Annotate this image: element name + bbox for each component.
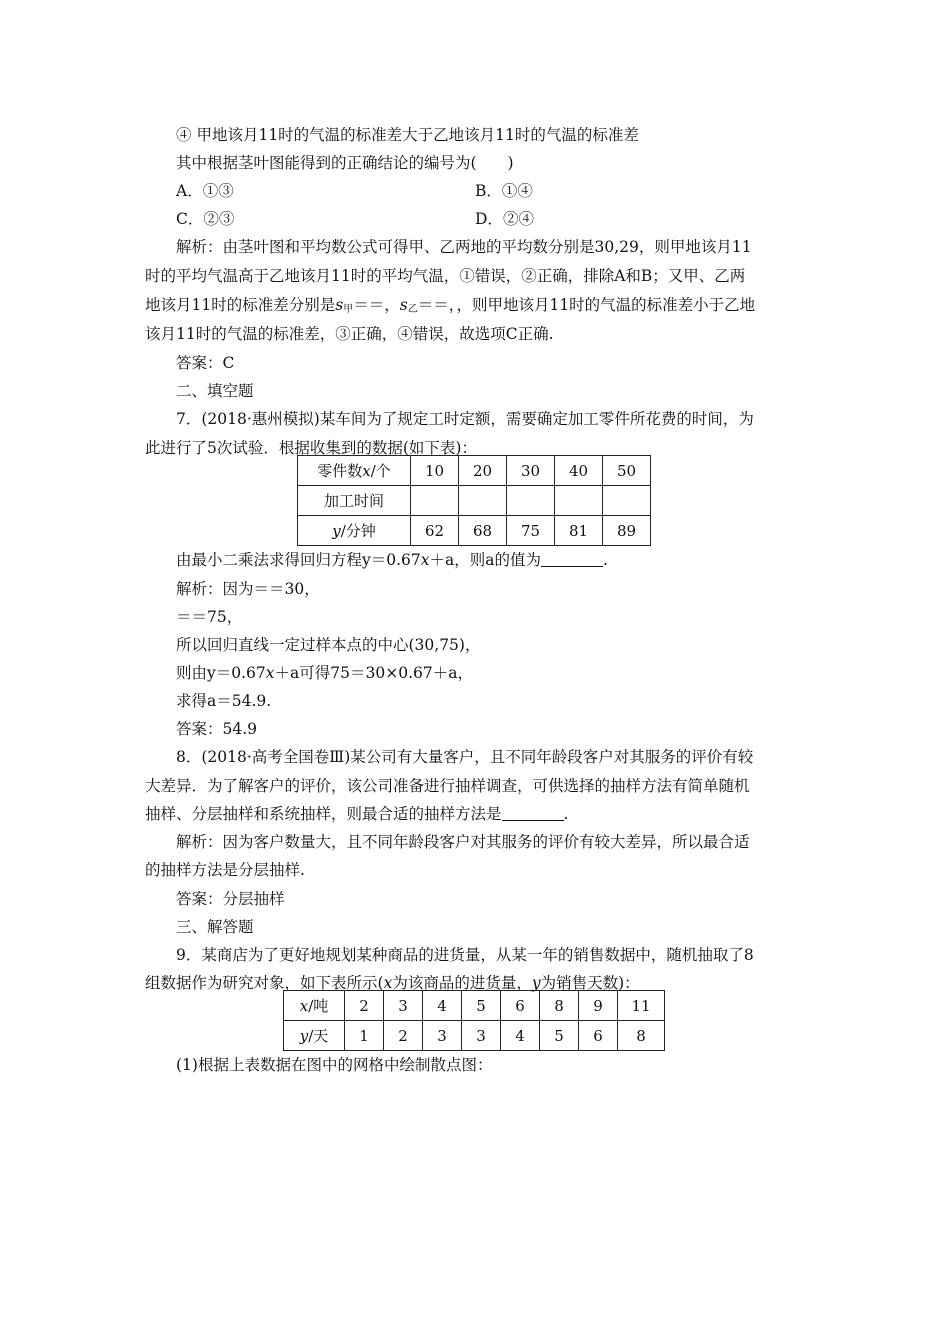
q6-option-c: C．②③: [176, 210, 235, 228]
q6-question: 其中根据茎叶图能得到的正确结论的编号为( ): [176, 154, 514, 172]
q7-row1-label: 零件数x/个: [298, 456, 411, 486]
q6-item4-text: 甲地该月11时的气温的标准差大于乙地该月11时的气温的标准差: [196, 126, 639, 144]
table-row: [298, 456, 651, 486]
q7-x-cell: 50: [603, 456, 651, 486]
q8-line1: 8．(2018·高考全国卷Ⅲ)某公司有大量客户，且不同年龄段客户对其服务的评价有较: [176, 748, 754, 766]
q9-x-cell: 5: [462, 991, 501, 1021]
q9-y-cell: 3: [423, 1021, 462, 1051]
q9-x-cell: 3: [384, 991, 423, 1021]
q8-analysis-line1: 解析：因为客户数量大，且不同年龄段客户对其服务的评价有较大差异，所以最合适: [176, 833, 750, 851]
q9-line2: 组数据作为研究对象，如下表所示(x为该商品的进货量，y为销售天数)：: [145, 974, 640, 992]
q7-solution-line2: ＝＝75，: [176, 608, 243, 626]
q9-line1: 9．某商店为了更好地规划某种商品的进货量，从某一年的销售数据中，随机抽取了8: [176, 946, 754, 964]
q7-answer-blank: [541, 552, 603, 567]
q7-line2: 此进行了5次试验．根据收集到的数据(如下表)：: [145, 439, 477, 457]
q7-solution-line4: 则由y＝0.67x＋a可得75＝30×0.67＋a，: [176, 664, 473, 682]
q9-x-cell: 11: [618, 991, 665, 1021]
q9-y-cell: 2: [384, 1021, 423, 1051]
q6-analysis-line2: 时的平均气温高于乙地该月11时的平均气温，①错误，②正确，排除A和B；又甲、乙两: [145, 267, 746, 285]
q6-analysis-line3: 地该月11时的标准差分别是$s_甲==$，$s_乙==$，，则甲地该月11时的气温的标准差小于乙地: [145, 296, 756, 315]
table-row: [284, 991, 665, 1021]
q6-analysis-line4: 该月11时的气温的标准差，③正确，④错误，故选项C正确.: [145, 325, 554, 343]
q7-row2-label: 加工时间: [298, 486, 411, 516]
q7-solution-line5: 求得a＝54.9.: [176, 692, 272, 710]
q6-answer: 答案：C: [176, 354, 235, 372]
q6-item4: [176, 124, 639, 146]
q9-y-cell: 6: [579, 1021, 618, 1051]
q7-solution-line3: 所以回归直线一定过样本点的中心(30,75)，: [176, 636, 481, 654]
q6-analysis-line1: 解析：由茎叶图和平均数公式可得甲、乙两地的平均数分别是30,29，则甲地该月11: [176, 238, 752, 256]
q7-x-cell: 10: [411, 456, 459, 486]
q8-analysis-line2: 的抽样方法是分层抽样.: [145, 861, 305, 879]
section-solve: 三、解答题: [176, 918, 254, 936]
q9-data-table: [283, 990, 665, 1051]
q9-x-cell: 6: [501, 991, 540, 1021]
section-fill-blank: 二、填空题: [176, 382, 254, 400]
q7-x-cell: 30: [507, 456, 555, 486]
q9-y-cell: 5: [540, 1021, 579, 1051]
q8-line3: 抽样、分层抽样和系统抽样，则最合适的抽样方法是 .: [145, 805, 569, 823]
q8-answer: 答案：分层抽样: [176, 890, 285, 908]
q9-x-cell: 8: [540, 991, 579, 1021]
q6-option-b: B．①④: [475, 182, 533, 200]
q7-line1: 7．(2018·惠州模拟)某车间为了规定工时定额，需要确定加工零件所花费的时间，为: [176, 410, 754, 428]
q9-y-cell: 8: [618, 1021, 665, 1051]
q6-option-d: D．②④: [475, 210, 534, 228]
q7-x-cell: 20: [459, 456, 507, 486]
q9-y-label: y/天: [284, 1021, 345, 1051]
q9-x-label: x/吨: [284, 991, 345, 1021]
q9-y-cell: 1: [345, 1021, 384, 1051]
table-row: [298, 516, 651, 546]
q7-row3-label: y/分钟: [298, 516, 411, 546]
table-row: [284, 1021, 665, 1051]
q6-option-a: A．①③: [176, 182, 234, 200]
q7-regression-prompt: 由最小二乘法求得回归方程y＝0.67x＋a，则a的值为 .: [176, 551, 608, 569]
q7-y-cell: 89: [603, 516, 651, 546]
q7-x-cell: 40: [555, 456, 603, 486]
q7-solution-line1: 解析：因为＝＝30，: [176, 580, 320, 598]
q9-x-cell: 9: [579, 991, 618, 1021]
q9-x-cell: 4: [423, 991, 462, 1021]
q7-y-cell: 68: [459, 516, 507, 546]
q9-part1: (1)根据上表数据在图中的网格中绘制散点图：: [176, 1056, 493, 1074]
q9-x-cell: 2: [345, 991, 384, 1021]
q7-y-cell: 75: [507, 516, 555, 546]
q7-y-cell: 81: [555, 516, 603, 546]
q9-y-cell: 4: [501, 1021, 540, 1051]
q7-data-table: [297, 455, 651, 546]
q8-line2: 大差异．为了解客户的评价，该公司准备进行抽样调查，可供选择的抽样方法有简单随机: [145, 777, 750, 795]
table-row: [298, 486, 651, 516]
q9-y-cell: 3: [462, 1021, 501, 1051]
q7-y-cell: 62: [411, 516, 459, 546]
q8-answer-blank: [502, 806, 564, 821]
q7-answer: 答案：54.9: [176, 720, 258, 738]
q6-item4-mark: ④: [176, 126, 192, 144]
